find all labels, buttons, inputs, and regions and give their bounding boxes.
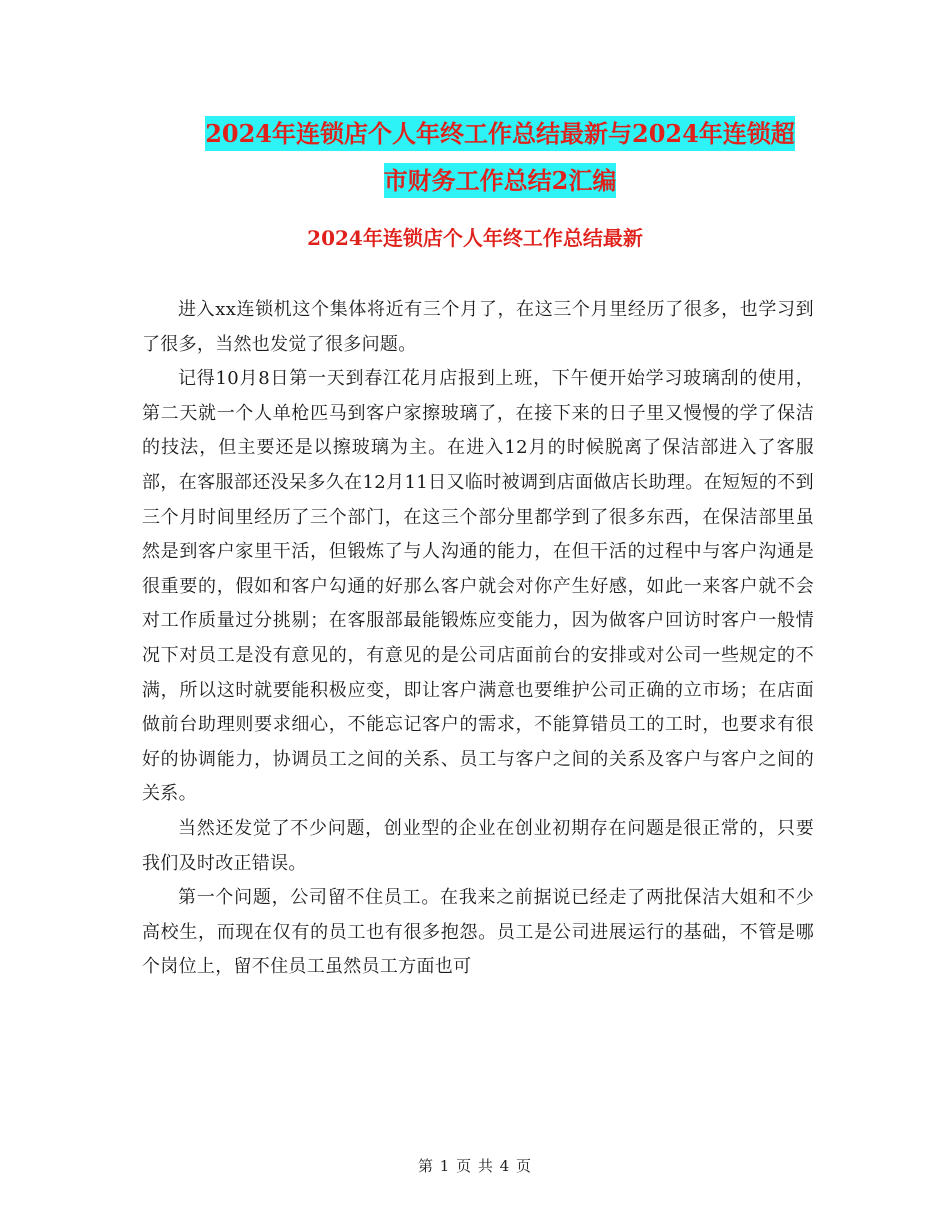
document-body (142, 293, 814, 985)
paragraph: 进入xx连锁机这个集体将近有三个月了，在这三个月里经历了很多，也学习到了很多，当然也发觉了很多问题。 (142, 299, 814, 355)
paragraph: 第一个问题，公司留不住员工。在我来之前据说已经走了两批保洁大姐和不少高校生，而现在仅有的员工也有很多抱怨。员工是公司进展运行的基础，不管是哪个岗位上，留不住员工虽然员工方面也可 (142, 887, 814, 978)
document-title-line1: 2024年连锁店个人年终工作总结最新与2024年连锁超 (205, 116, 795, 151)
document-title (140, 110, 860, 204)
page-footer: 第 1 页 共 4 页 (418, 1157, 532, 1175)
document-title-line2: 市财务工作总结2汇编 (384, 163, 617, 198)
section-title: 2024年连锁店个人年终工作总结最新 (307, 226, 643, 250)
paragraph: 当然还发觉了不少问题，创业型的企业在创业初期存在问题是很正常的，只要我们及时改正错误。 (142, 817, 814, 874)
paragraph: 记得10月8日第一天到春江花月店报到上班，下午便开始学习玻璃刮的使用，第二天就一个人单枪匹马到客户家擦玻璃了，在接下来的日子里又慢慢的学了保洁的技法，但主要还是以擦玻璃为主。在进入12月的时候脱离了保洁部进入了客服部，在客服部还没呆多久在12月11日又临时被调到店面做店长助理。在短短的不到三个月时间里经历了三个部门，在这三个部分里都学到了很多东西，在保洁部里虽然是到客户家里干活，但锻炼了与人沟通的能力，在但干活的过程中与客户沟通是很重要的，假如和客户勾通的好那么客户就会对你产生好感，如此一来客户就不会对工作质量过分挑剔；在客服部最能锻炼应变能力，因为做客户回访时客户一般情况下对员工是没有意见的，有意见的是公司店面前台的安排或对公司一些规定的不满，所以这时就要能积极应变，即让客户满意也要维护公司正确的立市场；在店面做前台助理则要求细心，不能忘记客户的需求，不能算错员工的工时，也要求有很好的协调能力，协调员工之间的关系、员工与客户之间的关系及客户与客户之间的关系。 (142, 368, 814, 805)
